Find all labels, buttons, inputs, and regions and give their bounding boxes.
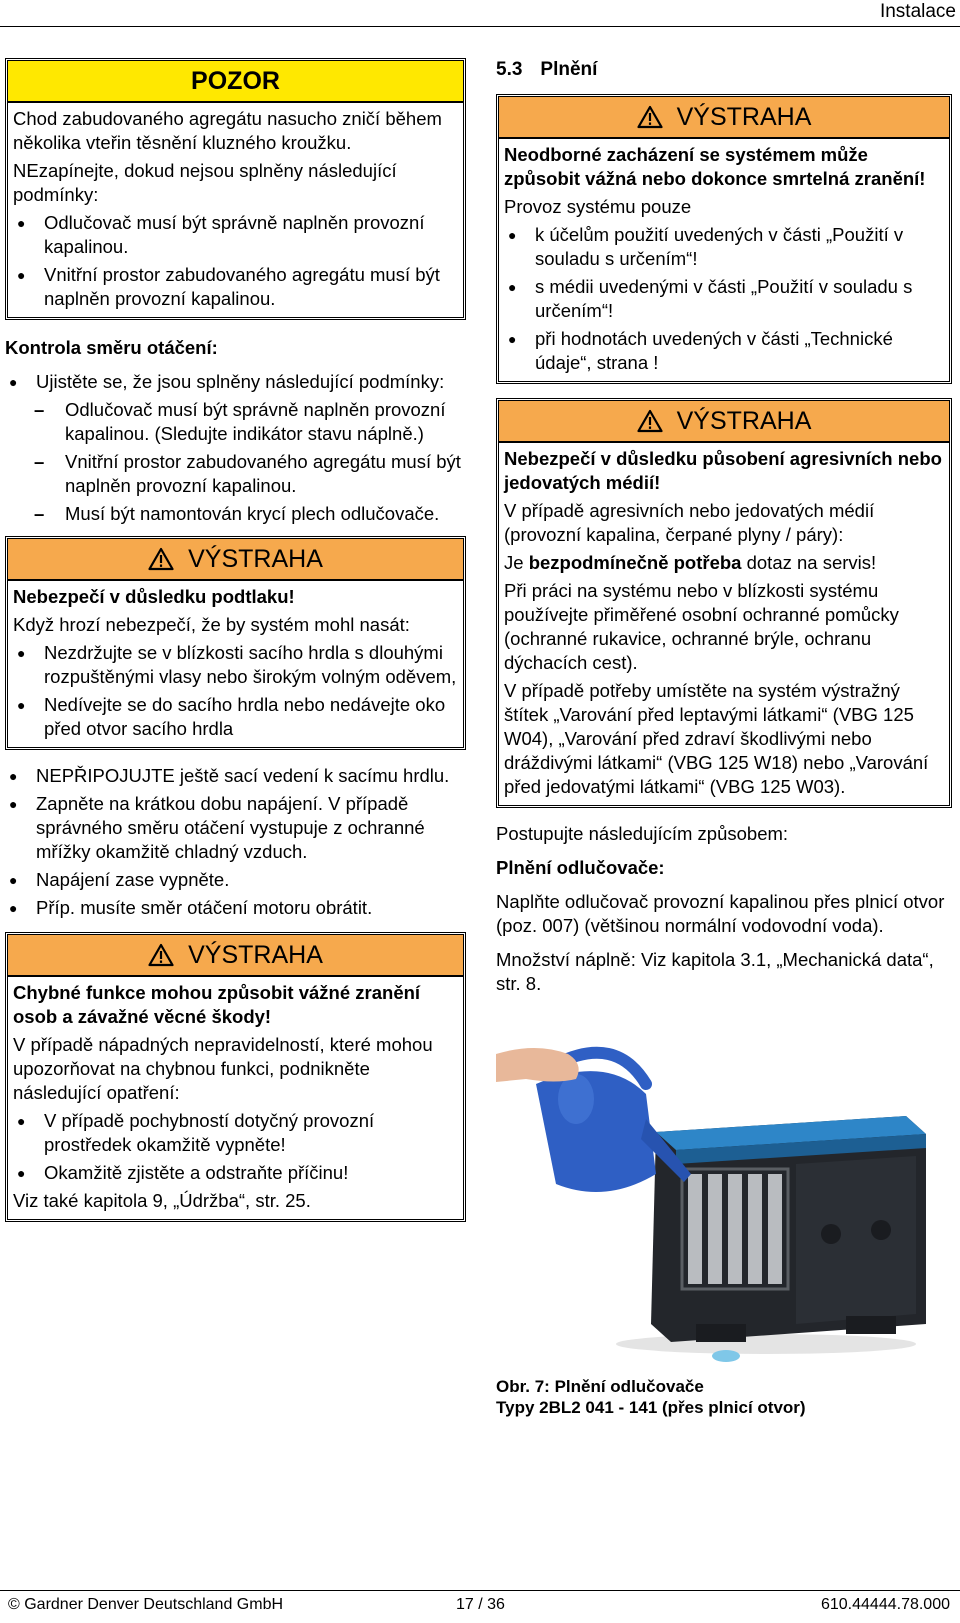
dash-icon: – — [34, 503, 45, 524]
warning-box-aggressive — [496, 398, 952, 808]
sub-list-item: – Vnitřní prostor zabudovaného agregátu musí být naplněn provozní kapalinou. — [34, 451, 461, 496]
pozor-banner: POZOR — [8, 61, 463, 103]
quantity-text: Množství náplně: Viz kapitola 3.1, „Mechanická data“, str. 8. — [496, 949, 934, 994]
warning-banner: VÝSTRAHA — [499, 401, 949, 443]
warning-triangle-icon — [637, 105, 663, 129]
see-also-reference: Viz také kapitola 9, „Údržba“, str. 25. — [13, 1190, 311, 1211]
warning-banner: VÝSTRAHA — [8, 935, 463, 977]
footer-page-number: 17 / 36 — [456, 1596, 505, 1613]
warning-box-malfunction — [5, 932, 466, 1222]
fill-text: Naplňte odlučovač provozní kapalinou přes plnicí otvor (poz. 007) (většinou normální vodovodní voda). — [496, 891, 945, 936]
warning-headline: Nebezpečí v důsledku podtlaku! — [13, 586, 295, 607]
footer-company: © Gardner Denver Deutschland GmbH — [8, 1596, 284, 1613]
bullet-icon: ● — [17, 1165, 26, 1181]
list-item: ● Okamžitě zjistěte a odstraňte příčinu! — [17, 1162, 349, 1183]
list-item: ● Ujistěte se, že jsou splněny následující podmínky: — [9, 371, 445, 392]
bullet-icon: ● — [508, 279, 517, 295]
warning-text-label: V případě potřeby umístěte na systém výstražný štítek „Varování před leptavými látkami“ (VBG 125 W04), „Varování před zdraví škodlivými nebo dráždivými látkami“ (VBG 125 W18) nebo „Varování před jedovatými látkami“ (VBG 125 W03). — [504, 680, 929, 797]
bullet-icon: ● — [17, 697, 26, 713]
procedure-text: Postupujte následujícím způsobem: — [496, 823, 789, 844]
bullet-icon: ● — [17, 1113, 26, 1129]
rotation-heading: Kontrola směru otáčení: — [5, 337, 218, 358]
dash-icon: – — [34, 451, 45, 472]
bullet-icon: ● — [17, 267, 26, 283]
list-item: ● Vnitřní prostor zabudovaného agregátu musí být naplněn provozní kapalinou. — [17, 264, 440, 309]
fill-heading: Plnění odlučovače: — [496, 857, 665, 878]
warning-triangle-icon — [148, 943, 174, 967]
right-column — [496, 58, 952, 1418]
warning-text: Provoz systému pouze — [504, 196, 692, 217]
list-item: ● Odlučovač musí být správně naplněn provozní kapalinou. — [17, 212, 425, 257]
section-number: 5.3 — [496, 59, 523, 80]
header-section: Instalace — [879, 1, 956, 22]
list-item: ● Nedívejte se do sacího hrdla nebo nedávejte oko před otvor sacího hrdla — [17, 694, 446, 739]
section-title — [496, 58, 952, 82]
list-item: ● k účelům použití uvedených v části „Použití v souladu s určením“! — [508, 224, 904, 269]
bullet-icon: ● — [17, 215, 26, 231]
page-header — [0, 0, 960, 27]
left-column — [5, 58, 466, 1236]
bullet-icon: ● — [9, 796, 18, 812]
footer-doc-number: 610.44444.78.000 — [820, 1596, 950, 1613]
vacuum-pump — [651, 1116, 926, 1342]
page-footer — [0, 1590, 960, 1613]
list-item: ● Zapněte na krátkou dobu napájení. V případě správného směru otáčení vystupuje z ochranné mřížky okamžitě chladný vzduch. — [9, 793, 425, 862]
list-item: ● Nezdržujte se v blízkosti sacího hrdla s dlouhými rozpuštěnými vlasy nebo širokým volným oděvem, — [17, 642, 457, 687]
list-item: ● s médii uvedenými v části „Použití v souladu s určením“! — [508, 276, 913, 321]
warning-text: V případě nápadných nepravidelností, které mohou upozorňovat na chybnou funkci, podnikněte následující opatření: — [13, 1034, 433, 1103]
warning-headline: Chybné funkce mohou způsobit vážné zranění osob a závažné věcné škody! — [13, 982, 421, 1027]
bullet-icon: ● — [17, 645, 26, 661]
figure-caption: Obr. 7: Plnění odlučovače Typy 2BL2 041 - 141 (přes plnicí otvor) — [496, 1377, 806, 1417]
warning-headline: Neodborné zacházení se systémem může způsobit vážná nebo dokonce smrtelná zranění! — [504, 144, 926, 189]
warning-text: V případě agresivních nebo jedovatých médií (provozní kapalina, čerpané plyny / páry): — [504, 500, 875, 545]
bullet-icon: ● — [9, 768, 18, 784]
list-item: ● V případě pochybností dotyčný provozní prostředek okamžitě vypněte! — [17, 1110, 375, 1155]
list-item: ● Napájení zase vypněte. — [9, 869, 230, 890]
filler-cap — [712, 1350, 740, 1362]
bullet-icon: ● — [9, 900, 18, 916]
bullet-icon: ● — [9, 872, 18, 888]
floor-shadow — [616, 1334, 916, 1354]
list-item: ● Příp. musíte směr otáčení motoru obrátit. — [9, 897, 373, 918]
warning-text-protection: Při práci na systému nebo v blízkosti systému používejte přiměřené osobní ochranné pomůcky (ochranné rukavice, ochranné brýle, ochranu dýchacích cest). — [504, 580, 899, 673]
dash-icon: – — [34, 399, 45, 420]
pozor-intro: Chod zabudovaného agregátu nasucho zničí během několika vteřin těsnění kluzného kroužku. — [13, 108, 442, 153]
pozor-condition: NEzapínejte, dokud nejsou splněny následující podmínky: — [13, 160, 397, 205]
warning-banner: VÝSTRAHA — [8, 539, 463, 581]
sub-list-item: – Musí být namontován krycí plech odlučovače. — [34, 503, 440, 524]
bullet-icon: ● — [508, 227, 517, 243]
bullet-icon: ● — [9, 374, 18, 390]
warning-box-handling — [496, 94, 952, 384]
figure-photo — [496, 1024, 952, 1368]
warning-text: Když hrozí nebezpečí, že by systém mohl nasát: — [13, 614, 410, 635]
warning-banner: VÝSTRAHA — [499, 97, 949, 139]
section-name: Plnění — [540, 59, 598, 80]
bullet-icon: ● — [508, 331, 517, 347]
warning-triangle-icon — [148, 547, 174, 571]
warning-box-vacuum — [5, 536, 466, 750]
pozor-box — [5, 58, 466, 320]
warning-headline: Nebezpečí v důsledku působení agresivních nebo jedovatých médií! — [504, 448, 942, 493]
list-item: ● při hodnotách uvedených v části „Technické údaje“, strana ! — [508, 328, 893, 373]
list-item: ● NEPŘIPOJUJTE ještě sací vedení k sacímu hrdlu. — [9, 765, 450, 786]
warning-triangle-icon — [637, 409, 663, 433]
warning-text-service: Je bezpodmínečně potřeba dotaz na servis! — [504, 552, 877, 573]
pump-filling-illustration — [496, 1024, 952, 1368]
sub-list-item: – Odlučovač musí být správně naplněn provozní kapalinou. (Sledujte indikátor stavu náplně.) — [34, 399, 446, 444]
